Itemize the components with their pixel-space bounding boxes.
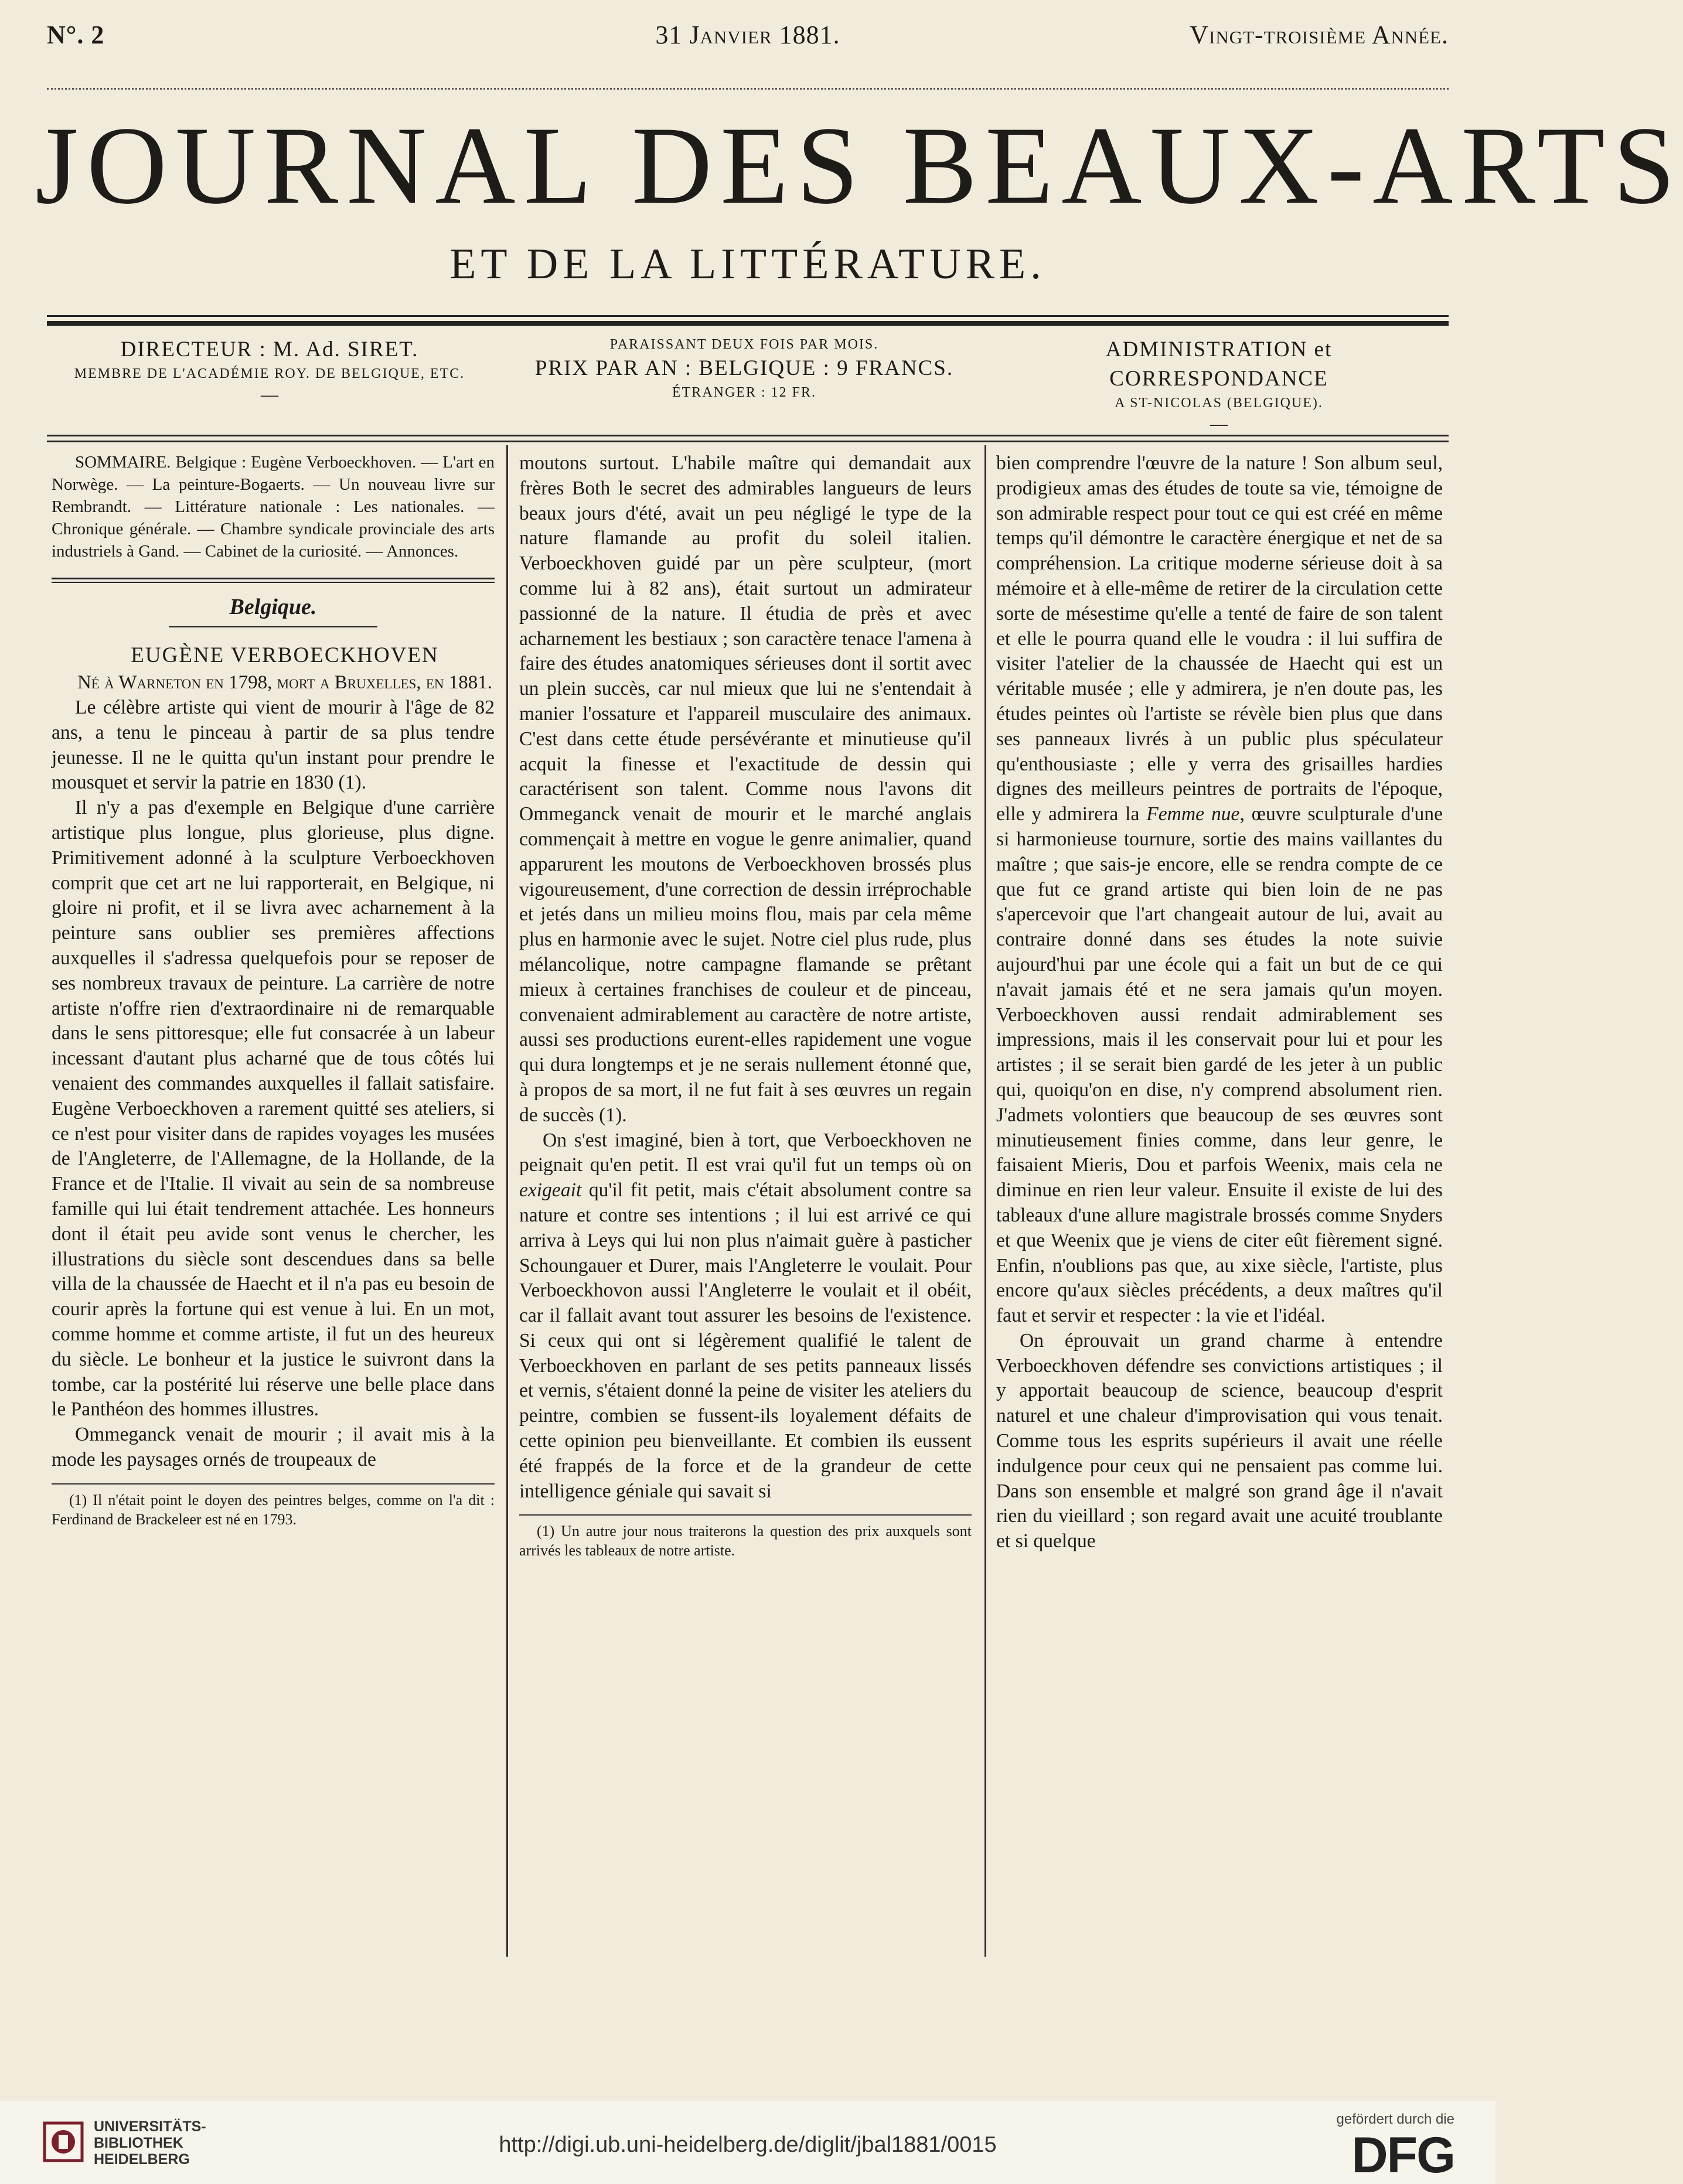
columns-rule-second [47, 441, 1449, 442]
administration-address: A ST-NICOLAS (BELGIQUE). [1115, 395, 1323, 411]
university-name-line: HEIDELBERG [94, 2151, 190, 2168]
footnote-rule [52, 1483, 495, 1485]
column-divider-left [506, 445, 508, 1957]
sommaire: SOMMAIRE. Belgique : Eugène Verboeckhoven. — L'art en Norwège. — La peinture-Bogaerts. — Un nouveau livre sur Rembrandt. — Littérature nationale : Les nationales. — Chronique générale. — Chambre syndicale provinciale des arts industriels à Gand. — Cabinet de la curiosité. — Annonces. [52, 453, 495, 561]
university-name-line: UNIVERSITÄTS- [94, 2118, 206, 2135]
article-paragraph: Ommeganck venait de mourir ; il avait mis à la mode les paysages ornés de troupeaux de [52, 1424, 495, 1470]
funding-caption: gefördert durch die [1336, 2111, 1454, 2127]
columns-rule-top [47, 435, 1449, 436]
top-line [47, 20, 1449, 61]
issue-year: Vingt-troisième Année. [1190, 21, 1449, 49]
section-rule [52, 578, 495, 579]
annual-price: PRIX PAR AN : BELGIQUE : 9 FRANCS. [534, 356, 954, 381]
masthead-rule-top [47, 315, 1449, 317]
article-paragraph: On éprouvait un grand charme à entendre Verboeckhoven défendre ses convictions artistiques ; il y apportait beaucoup de science, beaucoup d'esprit naturel et une chaleur d'improvisation qui vous tenait. Comme tous les esprits supérieurs il avait une réelle indulgence pour ceux qui ne pensaient pas comme lui. Dans son ensemble et malgré son grand âge il n'avait rien du vieillard ; son regard avait une acuité troublante et si quelque [996, 1329, 1443, 1552]
director-dash: — [261, 385, 278, 405]
masthead-title: JOURNAL DES BEAUX-ARTS [35, 104, 1683, 227]
column-3 [996, 451, 1443, 1974]
text-run: qu'il fit petit, mais c'était absolument contre sa nature et contre ses intentions ; il lui est arrivé ce qui arriva à Leys qui lui non plus n'aimait guère à pasticher Schoungauer et Durer, mais l'Angleterre le voulait. Pour Verboeckhovon aussi l'Angleterre le voulait et il obéit, car il fallait avant tout assurer les besoins de l'existence. Si ceux qui ont si légèrement qualifié le talent de Verboeckhoven en parlant de ses petits panneaux lissés et vernis, s'étaient donné la peine de visiter les ateliers du peintre, combien se fussent-ils loyalement défaits de cette opinion peu bienveillante. Et combien ils eussent été frappés de la force et de la grandeur de cette intelligence géniale qui savait si [519, 1179, 972, 1502]
emphasis: Femme nue [1146, 803, 1240, 825]
text-run: On s'est imaginé, bien à tort, que Verboeckhoven ne peignait qu'en petit. Il est vrai qu'il fut un temps où on [519, 1129, 972, 1176]
administration-line: ADMINISTRATION et CORRESPONDANCE [1105, 337, 1333, 391]
text-run: bien comprendre l'œuvre de la nature ! Son album seul, prodigieux amas des études de toute sa vie, témoigne de son admirable respect pour tout ce qui est créé en même temps qu'il démontre le caractère énergique et net de sa compréhension. La critique moderne sérieuse doit à sa mémoire et à elle-même de retirer de la circulation cette sorte de mésestime qu'elle a tenté de faire de son talent et elle le pourra quand elle le voudra : il lui suffira de visiter l'atelier de la chaussée de Haecht qui est un véritable musée ; elle y admirera, je n'en doute pas, les études peintes où l'artiste se révèle bien plus que dans ses panneaux livrés à un public plus spéculateur qu'enthousiaste ; elle y verra des grisailles hardies dignes des meilleurs peintres de portraits de l'époque, elle y admirera la [996, 452, 1443, 825]
foreign-price: ÉTRANGER : 12 FR. [672, 385, 816, 401]
footnote: (1) Il n'était point le doyen des peintres belges, comme on l'a dit : Ferdinand de Brackeleer est né en 1793. [52, 1491, 495, 1528]
director-membership: MEMBRE DE L'ACADÉMIE ROY. DE BELGIQUE, ETC. [74, 366, 465, 381]
column-2 [519, 451, 972, 1974]
footnote-rule [519, 1514, 972, 1516]
section-short-rule [169, 626, 377, 627]
text-run: , œuvre sculpturale d'une si harmonieuse tournure, sortie des mains vaillantes du maître ; que sais-je encore, elle se rendra compte de ce que fut ce grand artiste qui bien loin de ne pas s'apercevoir que l'art changeait autour de lui, avait au contraire donné dans ses études la note suivie aujourd'hui par une école qui a fait un but de ce qui n'avait jamais été et ne sera jamais qu'un moyen. Verboeckhoven aussi rendait admirablement ses impressions, mais il les conservait pour lui et pour les artistes ; il se serait bien gardé de les jeter à un public qui, quoiqu'on en dise, n'y comprend absolument rien. J'admets volontiers que beaucoup de ses œuvres sont minutieusement finies comme, dans leur genre, le faisaient Mieris, Dou et parfois Weenix, mais cela ne diminue en rien leur valeur. Ensuite il existe de lui des tableaux d'une allure magistrale brossés comme Snyders et que Weenix que je viens de citer eût fièrement signé. Enfin, n'oublions pas que, au xixe siècle, l'artiste, plus encore qu'aux siècles précédents, a deux maîtres qu'il faut et servir et respecter : la vie et l'idéal. [996, 803, 1443, 1327]
column-divider-right [984, 445, 986, 1957]
publication-frequency: PARAISSANT DEUX FOIS PAR MOIS. [609, 337, 879, 352]
article-paragraph [996, 451, 1443, 1329]
dotted-divider [47, 88, 1449, 90]
masthead-subtitle: ET DE LA LITTÉRATURE. [449, 240, 1046, 288]
footnote: (1) Un autre jour nous traiterons la question des prix auxquels sont arrivés les tableaux de notre artiste. [519, 1523, 972, 1559]
article-paragraph: Le célèbre artiste qui vient de mourir à l'âge de 82 ans, a tenu le pinceau à partir de sa plus tendre jeunesse. Il ne le quitta qu'un instant pour prendre le mousquet et servir la patrie en 1830 (1). [52, 697, 495, 794]
article-paragraph: Il n'y a pas d'exemple en Belgique d'une carrière artistique plus longue, plus glorieuse, plus digne. Primitivement adonné à la sculpture Verboeckhoven comprit que cet art ne lui rapporterait, en Belgique, ni gloire ni profit, et il se livra avec acharnement à la peinture sans oublier ses premières affections auxquelles il s'adressa quelquefois pour se reposer de ses nombreux travaux de peinture. La carrière de notre artiste n'offre rien d'extraordinaire ni de remarquable dans le sens pittoresque; elle fut consacrée à un labeur incessant d'autant plus acharné que de tous côtés lui venaient des commandes auxquelles il fallait satisfaire. Eugène Verboeckhoven a rarement quitté ses ateliers, si ce n'est pour visiter dans de rapides voyages les musées de l'Angleterre, de l'Allemagne, de la Hollande, de la France et de l'Italie. Il vivait au sein de sa nombreuse famille qui lui était tendrement attachée. Les honneurs dont il était peu avide sont venus le chercher, les illustrations du siècle sont descendues dans sa belle villa de la chaussée de Haecht et il n'a pas eu besoin de courir après la fortune qui est venue à lui. En un mot, comme homme et comme artiste, il fut un des heureux du siècle. Le bonheur et la justice le suivront dans la tombe, car la postérité lui réserve une belle place dans le Panthéon des hommes illustres. [52, 797, 495, 1421]
masthead-rule-thick [47, 321, 1449, 326]
source-url-link[interactable]: http://digi.ub.uni-heidelberg.de/diglit/jbal1881/0015 [499, 2132, 997, 2157]
article-title: EUGÈNE VERBOECKHOVEN [131, 643, 439, 667]
info-administration [996, 335, 1442, 434]
article-subtitle: Né à Warneton en 1798, mort a Bruxelles, en 1881. [77, 672, 493, 693]
issue-date: 31 Janvier 1881. [655, 21, 840, 49]
article-paragraph: moutons surtout. L'habile maître qui demandait aux frères Both le secret des admirables langueurs de leurs beaux jours d'été, avait un peu négligé le type de la nature flamande au profit du soleil italien. Verboeckhoven guidé par un père sculpteur, (mort comme lui à 82 ans), était surtout un admirateur passionné de la nature. Il étudia de près et avec acharnement les bestiaux ; son caractère tenace l'amena à faire des études anatomiques sérieuses dont il sortit avec un plein succès, car nul mieux que lui ne s'entendait à manier l'ossature et l'appareil musculaire des animaux. C'est dans cette étude persévérante et minutieuse qu'il acquit la finesse et l'exactitude de dessin qui caractérisent son talent. Comme nous l'avons dit Ommeganck venait de mourir et le marché anglais commençait à mettre en vogue le genre animalier, quand apparurent les moutons de Verboeckhoven brossés plus vigoureusement, d'une correction de dessin irréprochable et jetés dans un milieu moins flou, mais par cela même plus en harmonie avec le sujet. Notre ciel plus rude, plus mélancolique, notre campagne flamande se prêtant mieux à certaines franchises de couleur et de pinceau, convenaient admirablement au caractère de notre artiste, aussi ses productions eurent-elles rapidement une vogue qui dura longtemps et je ne serais nullement étonné que, à propos de sa mort, il ne fut fait à ses œuvres un regain de succès (1). [519, 452, 972, 1126]
section-title: Belgique. [229, 595, 317, 619]
info-price [510, 335, 979, 423]
digitization-footer [0, 2101, 1495, 2184]
university-name-line: BIBLIOTHEK [94, 2135, 183, 2151]
section-rule-thin [52, 582, 495, 583]
director-line: DIRECTEUR : M. Ad. SIRET. [120, 337, 419, 361]
emphasis: exigeait [519, 1179, 582, 1202]
issue-number: N°. 2 [47, 21, 105, 49]
dfg-logo: DFG [1351, 2127, 1454, 2183]
column-1 [52, 451, 495, 1974]
administration-dash: — [1210, 414, 1228, 434]
info-director [64, 335, 475, 423]
article-paragraph [519, 1128, 972, 1504]
